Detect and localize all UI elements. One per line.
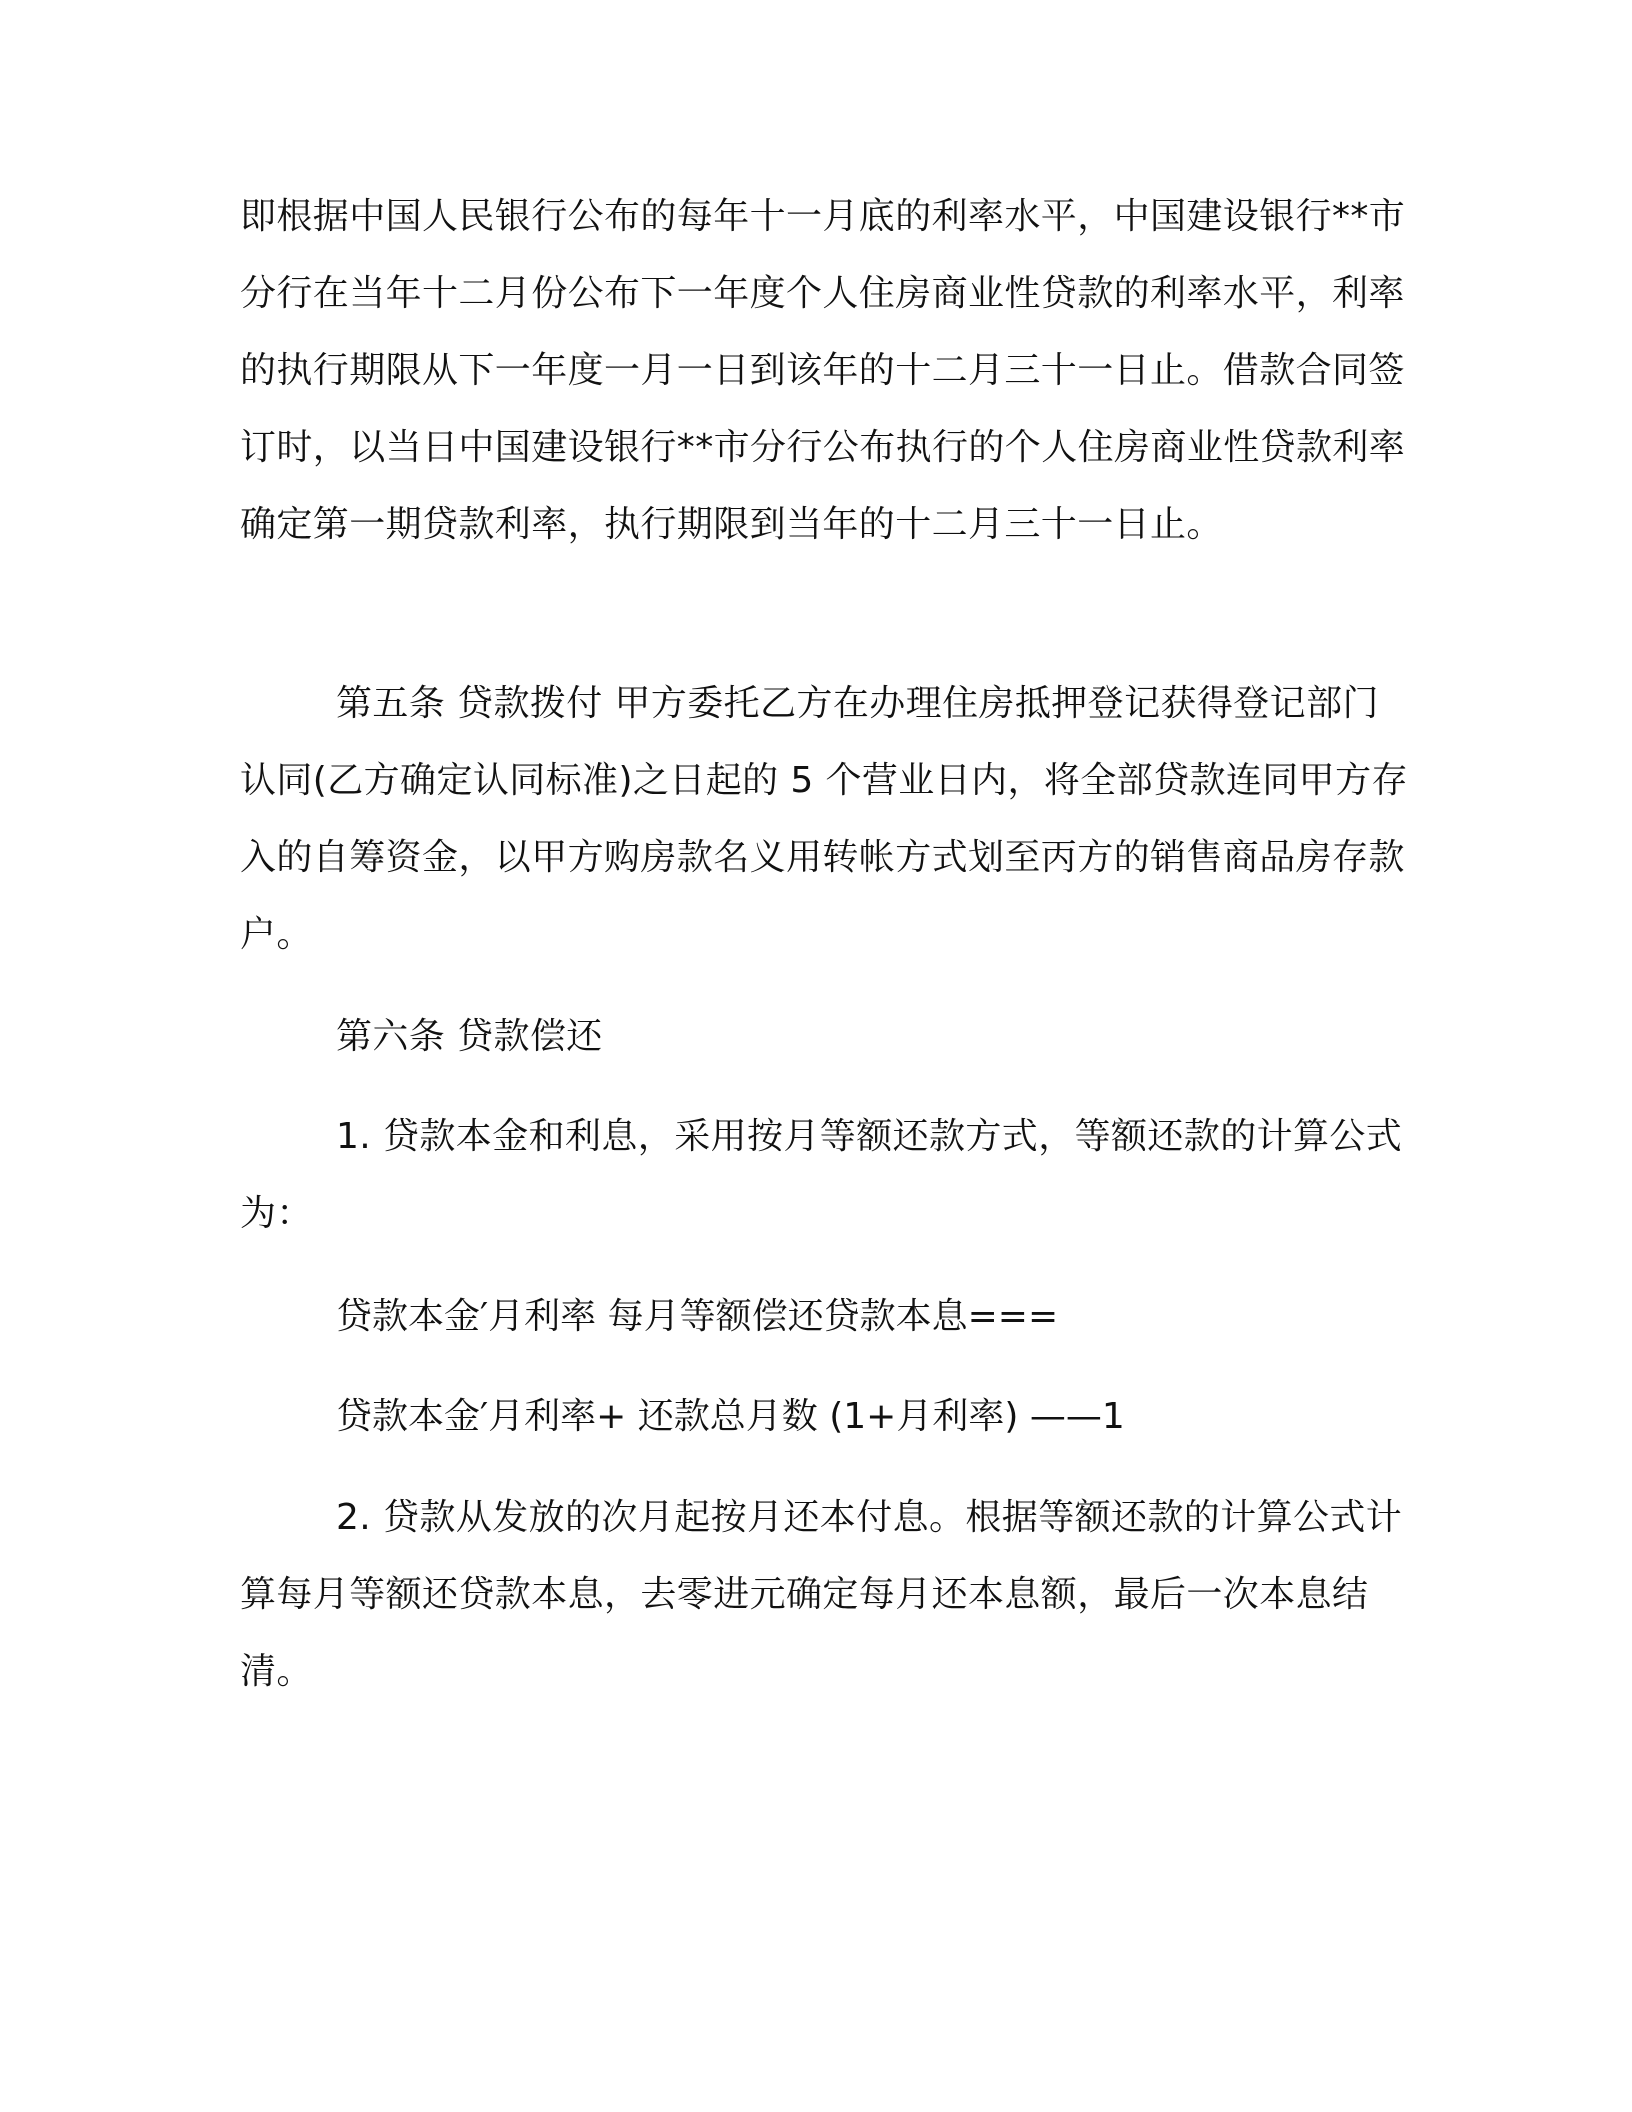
paragraph-monthly-repayment: 2. 贷款从发放的次月起按月还本付息。根据等额还款的计算公式计算每月等额还贷款本息，去零进元确定每月还本息额，最后一次本息结清。 xyxy=(240,1497,1403,1692)
formula-line-1: 贷款本金′月利率 每月等额偿还贷款本息=== xyxy=(336,1296,1059,1337)
paragraph-article-5-loan-disbursement: 第五条 贷款拨付 甲方委托乙方在办理住房抵押登记获得登记部门认同(乙方确定认同标准)之日起的 5 个营业日内，将全部贷款连同甲方存入的自筹资金，以甲方购房款名义用转帐方式划至丙方的销售商品房存款户。 xyxy=(240,683,1408,955)
formula-line-2: 贷款本金′月利率+ 还款总月数 (1+月利率) ——1 xyxy=(336,1396,1125,1437)
heading-article-6-loan-repayment: 第六条 贷款偿还 xyxy=(336,1016,603,1057)
paragraph-repayment-method: 1. 贷款本金和利息，采用按月等额还款方式，等额还款的计算公式为： xyxy=(240,1116,1403,1234)
paragraph-interest-rate: 即根据中国人民银行公布的每年十一月底的利率水平，中国建设银行**市分行在当年十二月份公布下一年度个人住房商业性贷款的利率水平，利率的执行期限从下一年度一月一日到该年的十二月三十一日止。借款合同签订时，以当日中国建设银行**市分行公布执行的个人住房商业性贷款利率确定第一期贷款利率，执行期限到当年的十二月三十一日止。 xyxy=(240,196,1406,545)
